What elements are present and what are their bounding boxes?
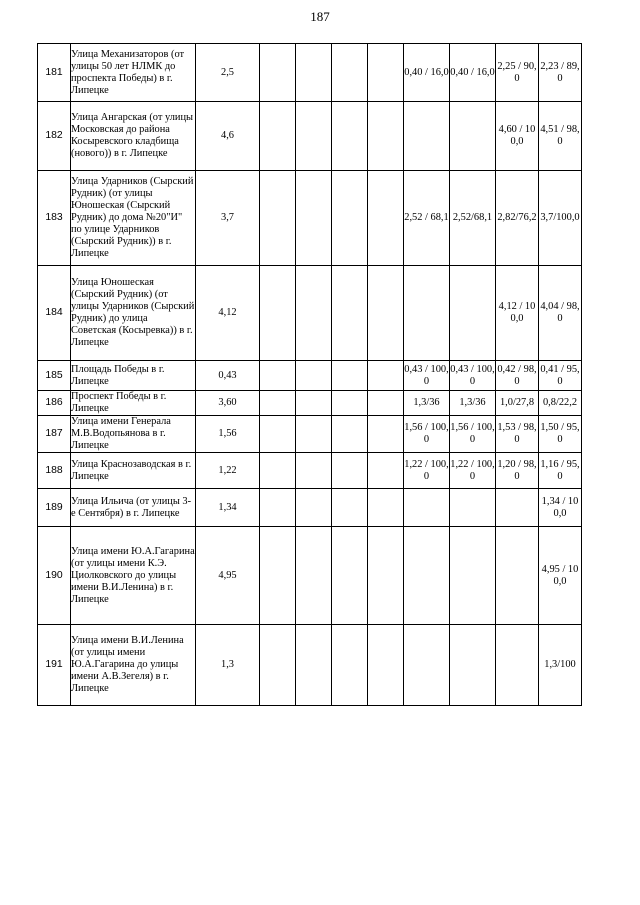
value-cell [496, 527, 539, 625]
value-cell [332, 391, 368, 416]
row-number-cell: 187 [38, 416, 71, 453]
value-cell: 0,40 / 16,0 [404, 44, 450, 102]
value-cell: 1,34 / 100,0 [539, 489, 582, 527]
value-cell: 1,50 / 95,0 [539, 416, 582, 453]
value-cell: 1,3/100 [539, 625, 582, 706]
value-cell: 1,3/36 [450, 391, 496, 416]
table-row [38, 266, 582, 361]
value-cell [450, 489, 496, 527]
value-cell [368, 489, 404, 527]
value-cell [368, 527, 404, 625]
value-cell [260, 102, 296, 171]
value-cell [332, 416, 368, 453]
road-name-cell: Улица Ильича (от улицы 3-е Сентября) в г. Липецке [71, 489, 196, 527]
road-name-cell: Улица Ангарская (от улицы Московская до района Косыревского кладбища (нового)) в г. Липецке [71, 102, 196, 171]
road-length-cell: 1,34 [196, 489, 260, 527]
value-cell: 0,8/22,2 [539, 391, 582, 416]
value-cell [296, 361, 332, 391]
value-cell: 4,12 / 100,0 [496, 266, 539, 361]
value-cell [260, 453, 296, 489]
value-cell: 2,25 / 90,0 [496, 44, 539, 102]
road-name-cell: Улица имени В.И.Ленина (от улицы имени Ю.А.Гагарина до улицы имени А.В.Зегеля) в г. Липецке [71, 625, 196, 706]
row-number-cell: 182 [38, 102, 71, 171]
value-cell: 1,20 / 98,0 [496, 453, 539, 489]
value-cell [296, 527, 332, 625]
road-name-cell: Улица Юношеская (Сырский Рудник) (от улицы Ударников (Сырский Рудник) до улица Советская (Косыревка)) в г. Липецке [71, 266, 196, 361]
road-length-cell: 3,7 [196, 171, 260, 266]
value-cell [368, 416, 404, 453]
value-cell [332, 102, 368, 171]
row-number-cell: 185 [38, 361, 71, 391]
value-cell [368, 44, 404, 102]
row-number-cell: 190 [38, 527, 71, 625]
row-number-cell: 183 [38, 171, 71, 266]
value-cell [332, 171, 368, 266]
value-cell: 0,43 / 100,0 [404, 361, 450, 391]
road-length-cell: 0,43 [196, 361, 260, 391]
value-cell [260, 44, 296, 102]
value-cell: 1,0/27,8 [496, 391, 539, 416]
value-cell [450, 266, 496, 361]
value-cell [260, 625, 296, 706]
road-length-cell: 2,5 [196, 44, 260, 102]
value-cell [260, 266, 296, 361]
table-row [38, 44, 582, 102]
value-cell [450, 625, 496, 706]
value-cell: 1,56 / 100,0 [450, 416, 496, 453]
value-cell: 0,40 / 16,0 [450, 44, 496, 102]
row-number-cell: 181 [38, 44, 71, 102]
value-cell: 4,60 / 100,0 [496, 102, 539, 171]
table-row [38, 527, 582, 625]
table-row [38, 391, 582, 416]
value-cell [296, 44, 332, 102]
value-cell: 1,22 / 100,0 [404, 453, 450, 489]
road-name-cell: Улица имени Генерала М.В.Водопьянова в г. Липецке [71, 416, 196, 453]
value-cell [260, 527, 296, 625]
value-cell [496, 625, 539, 706]
road-name-cell: Проспект Победы в г. Липецке [71, 391, 196, 416]
road-length-cell: 3,60 [196, 391, 260, 416]
row-number-cell: 189 [38, 489, 71, 527]
value-cell [368, 171, 404, 266]
value-cell: 1,16 / 95,0 [539, 453, 582, 489]
value-cell [260, 361, 296, 391]
value-cell: 3,7/100,0 [539, 171, 582, 266]
table-row [38, 102, 582, 171]
value-cell [332, 361, 368, 391]
value-cell [260, 416, 296, 453]
value-cell [332, 266, 368, 361]
row-number-cell: 184 [38, 266, 71, 361]
value-cell: 4,51 / 98,0 [539, 102, 582, 171]
value-cell: 2,82/76,2 [496, 171, 539, 266]
table-row [38, 453, 582, 489]
value-cell [404, 102, 450, 171]
road-name-cell: Улица Краснозаводская в г. Липецке [71, 453, 196, 489]
value-cell: 0,41 / 95,0 [539, 361, 582, 391]
value-cell [296, 266, 332, 361]
road-name-cell: Площадь Победы в г. Липецке [71, 361, 196, 391]
value-cell [368, 361, 404, 391]
road-length-cell: 1,3 [196, 625, 260, 706]
value-cell [296, 625, 332, 706]
table-row [38, 416, 582, 453]
value-cell [332, 625, 368, 706]
road-length-cell: 1,22 [196, 453, 260, 489]
value-cell: 0,43 / 100,0 [450, 361, 496, 391]
road-name-cell: Улица имени Ю.А.Гагарина (от улицы имени К.Э. Циолковского до улицы имени В.И.Ленина) в г. Липецке [71, 527, 196, 625]
value-cell: 1,3/36 [404, 391, 450, 416]
value-cell [404, 625, 450, 706]
table-row [38, 171, 582, 266]
road-length-cell: 4,6 [196, 102, 260, 171]
value-cell: 4,04 / 98,0 [539, 266, 582, 361]
value-cell: 1,53 / 98,0 [496, 416, 539, 453]
value-cell: 0,42 / 98,0 [496, 361, 539, 391]
value-cell [368, 102, 404, 171]
value-cell [332, 453, 368, 489]
value-cell: 1,22 / 100,0 [450, 453, 496, 489]
row-number-cell: 186 [38, 391, 71, 416]
value-cell [450, 102, 496, 171]
table-row [38, 489, 582, 527]
value-cell: 2,52 / 68,1 [404, 171, 450, 266]
value-cell [296, 416, 332, 453]
value-cell [368, 625, 404, 706]
value-cell [332, 527, 368, 625]
road-length-cell: 4,95 [196, 527, 260, 625]
road-name-cell: Улица Механизаторов (от улицы 50 лет НЛМК до проспекта Победы) в г. Липецке [71, 44, 196, 102]
value-cell [296, 453, 332, 489]
value-cell [332, 44, 368, 102]
row-number-cell: 191 [38, 625, 71, 706]
value-cell: 4,95 / 100,0 [539, 527, 582, 625]
value-cell [404, 266, 450, 361]
value-cell: 1,56 / 100,0 [404, 416, 450, 453]
value-cell: 2,23 / 89,0 [539, 44, 582, 102]
row-number-cell: 188 [38, 453, 71, 489]
value-cell [496, 489, 539, 527]
value-cell [368, 266, 404, 361]
road-length-cell: 4,12 [196, 266, 260, 361]
value-cell [296, 391, 332, 416]
value-cell [404, 527, 450, 625]
value-cell [260, 489, 296, 527]
value-cell [296, 102, 332, 171]
value-cell [368, 453, 404, 489]
table-row [38, 625, 582, 706]
value-cell [260, 171, 296, 266]
value-cell [368, 391, 404, 416]
value-cell [404, 489, 450, 527]
value-cell: 2,52/68,1 [450, 171, 496, 266]
value-cell [296, 489, 332, 527]
value-cell [450, 527, 496, 625]
page-number: 187 [310, 9, 330, 24]
roads-table [37, 43, 582, 706]
value-cell [296, 171, 332, 266]
value-cell [332, 489, 368, 527]
road-name-cell: Улица Ударников (Сырский Рудник) (от улицы Юношеская (Сырский Рудник) до дома №20"И" по улице Ударников (Сырский Рудник)) в г. Липецке [71, 171, 196, 266]
table-row [38, 361, 582, 391]
value-cell [260, 391, 296, 416]
road-length-cell: 1,56 [196, 416, 260, 453]
